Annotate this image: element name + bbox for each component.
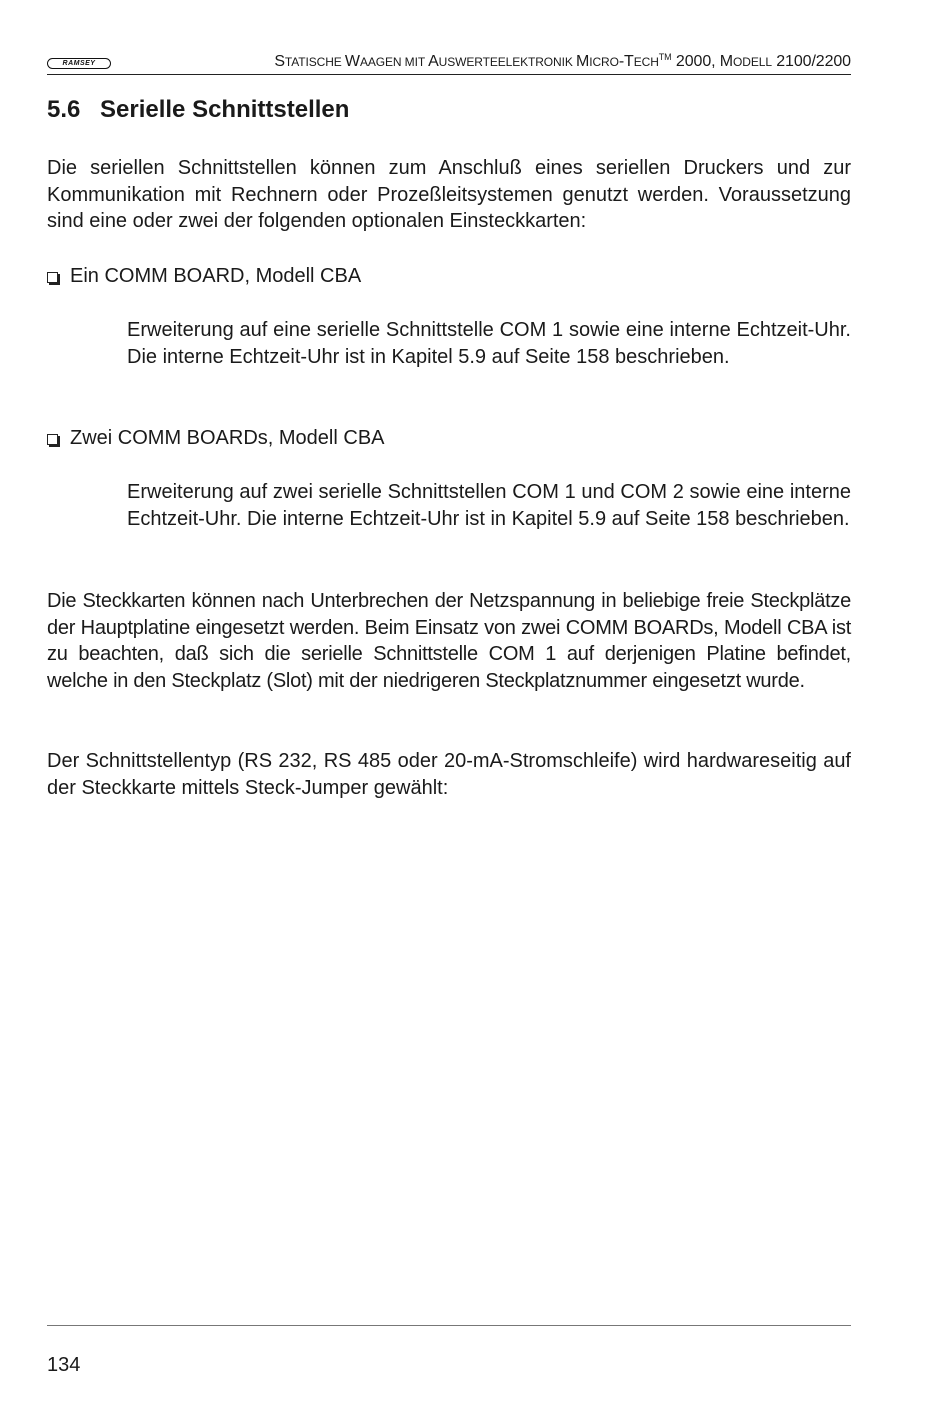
schnittstellentyp-paragraph: Der Schnittstellentyp (RS 232, RS 485 oder 20-mA-Stromschleife) wird hardwareseitig auf der Steckkarte mittels Steck-Jumper gewählt: bbox=[47, 750, 851, 799]
header-title-part: ECH bbox=[633, 55, 659, 69]
header-title-part: S bbox=[274, 53, 285, 70]
option-label: Ein COMM BOARD, Modell CBA bbox=[70, 265, 362, 287]
header-title-part: AAGEN MIT bbox=[359, 55, 429, 69]
header-title-part: M bbox=[575, 53, 590, 70]
header-title-part: ODELL bbox=[733, 55, 772, 69]
option-description: Erweiterung auf eine serielle Schnittstelle COM 1 sowie eine interne Echtzeit-Uhr. Die interne Echtzeit-Uhr ist in Kapitel 5.9 auf Seite 158 beschrieben. bbox=[127, 319, 851, 368]
header-title bbox=[274, 52, 851, 71]
section-heading bbox=[47, 96, 349, 124]
option-item bbox=[47, 425, 385, 452]
option-description: Erweiterung auf zwei serielle Schnittstellen COM 1 und COM 2 sowie eine interne Echtzeit-Uhr. Die interne Echtzeit-Uhr ist in Kapitel 5.9 auf Seite 158 beschrieben. bbox=[127, 481, 851, 530]
header-title-part: A bbox=[428, 53, 439, 70]
intro-paragraph: Die seriellen Schnittstellen können zum Anschluß eines seriellen Druckers und zur Kommunikation mit Rechnern oder Prozeßleitsystemen genutzt werden. Voraussetzung sind eine oder zwei der folgenden optionalen Einsteckkarten: bbox=[47, 157, 851, 233]
header-title-part: -T bbox=[618, 53, 634, 70]
checkbox-bullet-icon bbox=[47, 272, 58, 283]
header-title-part: 2100/2200 bbox=[771, 53, 851, 70]
steckkarten-paragraph: Die Steckkarten können nach Unterbrechen der Netzspannung in beliebige freie Steckplätze der Hauptplatine eingesetzt werden. Beim Einsatz von zwei COMM BOARDs, Modell CBA ist zu beachten, daß sich die serielle Schnittstelle COM 1 auf derjenigen Platine befindet, welche in den Steckplatz (Slot) mit der niedrigeren Steckplatznummer eingesetzt wurde. bbox=[47, 590, 851, 692]
running-header bbox=[47, 52, 851, 75]
page-number: 134 bbox=[47, 1354, 81, 1376]
ramsey-logo bbox=[47, 58, 111, 69]
section-number: 5.6 bbox=[47, 96, 81, 123]
section-title: Serielle Schnittstellen bbox=[100, 96, 350, 123]
header-title-part: USWERTEELEKTRONIK bbox=[438, 55, 576, 69]
header-title-part: ICRO bbox=[589, 55, 619, 69]
option-label: Zwei COMM BOARDs, Modell CBA bbox=[70, 427, 385, 449]
trademark-symbol: TM bbox=[658, 52, 672, 62]
logo-text: RAMSEY bbox=[62, 60, 96, 67]
footer-rule bbox=[47, 1325, 851, 1326]
checkbox-bullet-icon bbox=[47, 434, 58, 445]
header-title-part: TATISCHE bbox=[284, 55, 345, 69]
header-title-part: W bbox=[344, 53, 360, 70]
header-title-part: 2000, M bbox=[671, 53, 734, 70]
option-item bbox=[47, 263, 361, 290]
